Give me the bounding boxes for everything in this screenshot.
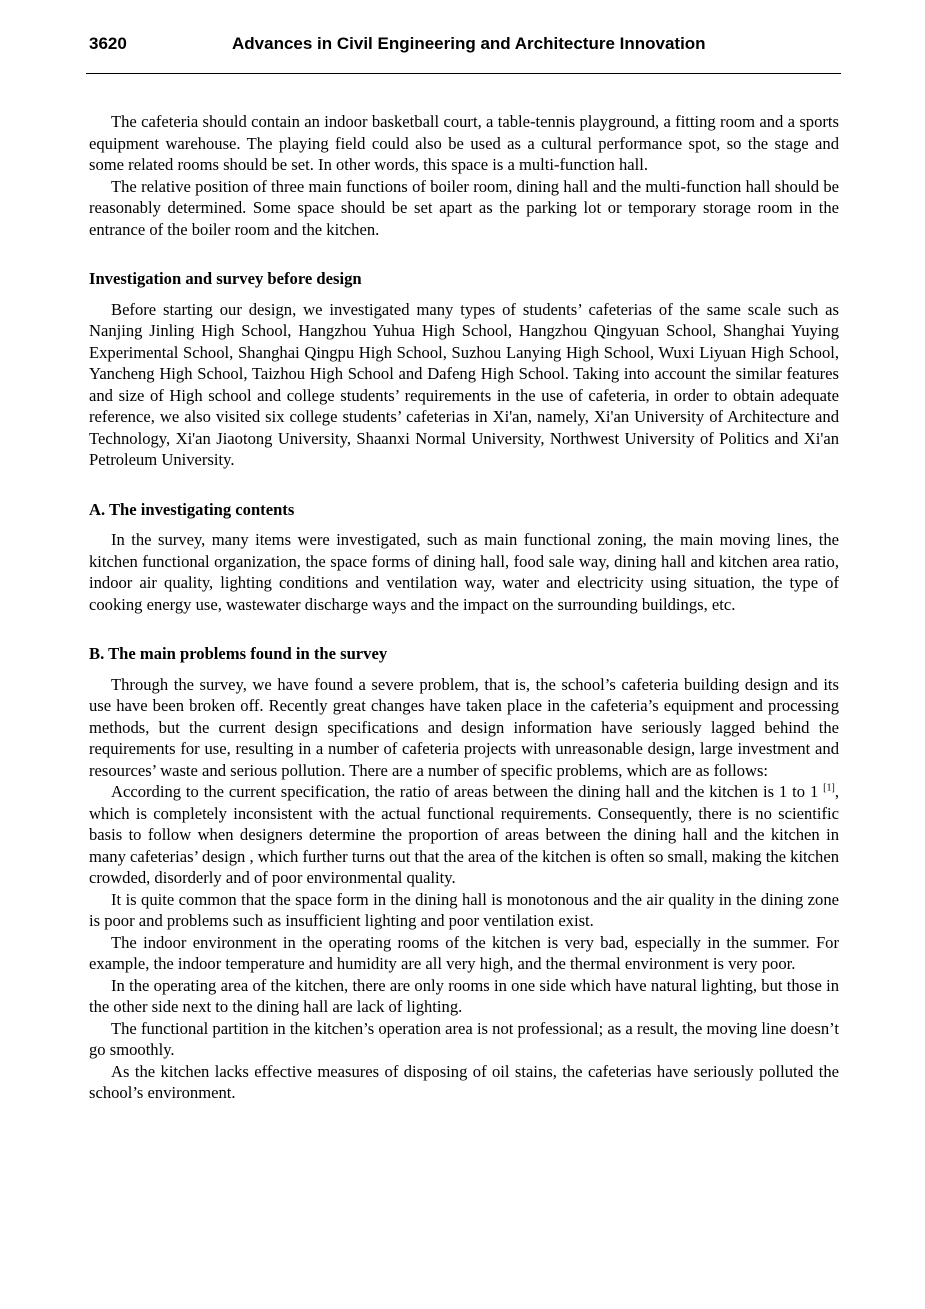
spacer — [89, 615, 839, 643]
page-body — [89, 111, 839, 1104]
intro-paragraph-2: The relative position of three main functions of boiler room, dining hall and the multi-function hall should be reasonably determined. Some space should be set apart as the parking lot or temporary storage room in the entrance of the boiler room and the kitchen. — [89, 176, 839, 239]
section-heading-investigation: Investigation and survey before design — [89, 269, 362, 288]
header-rule — [86, 73, 841, 74]
section-b-paragraph-6: The functional partition in the kitchen’s operation area is not professional; as a result, the moving line doesn’t go smoothly. — [89, 1018, 839, 1059]
investigation-paragraph-1: Before starting our design, we investigated many types of students’ cafeterias of the same scale such as Nanjing Jinling High School, Hangzhou Yuhua High School, Hangzhou Qingyuan School, Shanghai Yuying Experimental School, Shanghai Qingpu High School, Suzhou Lanying High School, Wuxi Liyuan High School, Yancheng High School, Taizhou High School and Dafeng High School. Taking into account the similar features and size of High school and college students’ requirements in the use of cafeteria, in order to obtain adequate reference, we also visited six college students’ cafeterias in Xi'an, namely, Xi'an University of Architecture and Technology, Xi'an Jiaotong University, Shaanxi Normal University, Northwest University of Politics and Xi'an Petroleum University. — [89, 299, 839, 469]
text-span: According to the current specification, the ratio of areas between the dining hall and the kitchen is 1 to 1 — [111, 782, 824, 801]
section-b-paragraph-7: As the kitchen lacks effective measures of disposing of oil stains, the cafeterias have seriously polluted the school’s environment. — [89, 1061, 839, 1102]
intro-paragraph-1: The cafeteria should contain an indoor basketball court, a table-tennis playground, a fitting room and a sports equipment warehouse. The playing field could also be used as a cultural performance spot, so the stage and some related rooms should be set. In other words, this space is a multi-function hall. — [89, 112, 839, 174]
spacer — [89, 471, 839, 499]
section-b-paragraph-1: Through the survey, we have found a severe problem, that is, the school’s cafeteria building design and its use have been broken off. Recently great changes have taken place in the cafeteria’s equipment and processing methods, but the current design specifications and design information have seriously lagged behind the requirements for use, resulting in a number of cafeteria projects with unreasonable design, large investment and resources’ waste and serious pollution. There are a number of specific problems, which are as follows: — [89, 674, 839, 780]
citation-reference[interactable]: [1] — [823, 782, 835, 794]
section-heading-b: B. The main problems found in the survey — [89, 644, 388, 663]
text-span: , which is completely inconsistent with the actual functional requirements. Consequently, there is no scientific basis to follow when designers determine the proportion of areas between the dining hall and the kitchen in many cafeterias’ design , which further turns out that the area of the kitchen is often so small, making the kitchen crowded, disorderly and of poor environmental quality. — [89, 782, 839, 887]
section-b-paragraph-2 — [89, 781, 839, 889]
spacer — [89, 290, 839, 299]
journal-title: Advances in Civil Engineering and Architecture Innovation — [232, 34, 706, 53]
section-b-paragraph-5: In the operating area of the kitchen, there are only rooms in one side which have natural lighting, but those in the other side next to the dining hall are lack of lighting. — [89, 975, 839, 1016]
section-b-paragraph-3: It is quite common that the space form in the dining hall is monotonous and the air quality in the dining zone is poor and problems such as insufficient lighting and poor ventilation exist. — [89, 889, 839, 930]
spacer — [89, 520, 839, 529]
spacer — [89, 240, 839, 268]
section-b-paragraph-4: The indoor environment in the operating rooms of the kitchen is very bad, especially in the summer. For example, the indoor temperature and humidity are all very high, and the thermal environment is very poor. — [89, 932, 839, 973]
section-heading-a: A. The investigating contents — [89, 499, 295, 519]
section-a-paragraph-1: In the survey, many items were investigated, such as main functional zoning, the main moving lines, the kitchen functional organization, the space forms of dining hall, food sale way, dining hall and kitchen area ratio, indoor air quality, lighting conditions and ventilation way, water and electricity using situation, the type of cooking energy use, wastewater discharge ways and the impact on the surrounding buildings, etc. — [89, 530, 839, 614]
spacer — [89, 665, 839, 674]
page-header — [89, 34, 841, 56]
page-number: 3620 — [89, 34, 127, 53]
